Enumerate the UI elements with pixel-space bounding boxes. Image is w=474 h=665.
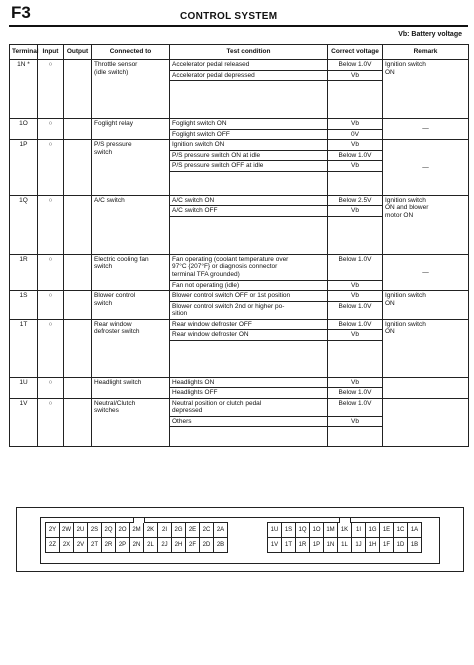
terminal-cell: 1P <box>10 140 38 196</box>
connector-pin-row <box>268 523 422 538</box>
connector-pin: 2U <box>74 523 88 538</box>
voltage-cell: Vb <box>328 206 383 217</box>
test-condition-cell: Fan operating (coolant temperature over 97°C {207°F} or diagnosis connector terminal TFA grounded) <box>170 254 328 280</box>
output-cell <box>64 60 92 119</box>
output-cell <box>64 291 92 320</box>
remark-cell <box>383 377 469 398</box>
connector-pin: 2M <box>130 523 144 538</box>
test-condition-cell: Foglight switch OFF <box>170 129 328 140</box>
table-row <box>10 140 469 151</box>
voltage-cell <box>328 171 383 195</box>
connector-pin: 2Y <box>46 523 60 538</box>
connector-pin: 2Q <box>102 523 116 538</box>
connector-key <box>133 517 145 523</box>
connected-to-cell: Foglight relay <box>92 119 170 140</box>
test-condition-cell: Rear window defroster OFF <box>170 319 328 330</box>
connected-to-cell: Blower control switch <box>92 291 170 320</box>
connector-pin: 2Z <box>46 538 60 553</box>
remark-cell: Ignition switch ON <box>383 291 469 320</box>
terminal-cell: 1S <box>10 291 38 320</box>
remark-cell: — <box>383 119 469 140</box>
col-connected-to: Connected to <box>92 45 170 60</box>
output-cell <box>64 319 92 377</box>
connector-pin: 2E <box>186 523 200 538</box>
terminal-cell: 1O <box>10 119 38 140</box>
test-condition-cell: Accelerator pedal released <box>170 60 328 71</box>
test-condition-cell: Neutral position or clutch pedal depressed <box>170 398 328 416</box>
connector-pin: 1N <box>324 538 338 553</box>
input-mark: ○ <box>38 140 64 196</box>
connected-to-cell: Headlight switch <box>92 377 170 398</box>
col-test-condition: Test condition <box>170 45 328 60</box>
connector-pin: 1V <box>268 538 282 553</box>
test-condition-cell: Blower control switch 2nd or higher po- sition <box>170 301 328 319</box>
connector-pin-row <box>46 538 228 553</box>
connector-2-block <box>45 522 228 553</box>
output-cell <box>64 398 92 447</box>
voltage-cell: Below 1.0V <box>328 60 383 71</box>
col-terminal: Terminal <box>10 45 38 60</box>
connector-pin: 2S <box>88 523 102 538</box>
output-cell <box>64 377 92 398</box>
connector-pin: 1R <box>296 538 310 553</box>
table-header-row <box>10 45 469 60</box>
connector-pin: 2I <box>158 523 172 538</box>
terminal-cell: 1N * <box>10 60 38 119</box>
table-row <box>10 195 469 206</box>
connector-pin: 1B <box>408 538 422 553</box>
table-row <box>10 398 469 416</box>
input-mark: ○ <box>38 377 64 398</box>
connector-body <box>40 517 440 564</box>
voltage-cell: Below 1.0V <box>328 254 383 280</box>
connector-pin: 1A <box>408 523 422 538</box>
test-condition-cell: Headlights OFF <box>170 388 328 399</box>
connector-pin: 1S <box>282 523 296 538</box>
connector-pin: 1G <box>366 523 380 538</box>
table-row <box>10 119 469 130</box>
voltage-cell <box>328 340 383 377</box>
test-condition-cell: Rear window defroster ON <box>170 330 328 341</box>
col-output: Output <box>64 45 92 60</box>
connected-to-cell: A/C switch <box>92 195 170 254</box>
test-condition-cell: Blower control switch OFF or 1st position <box>170 291 328 302</box>
voltage-cell: Vb <box>328 330 383 341</box>
col-remark: Remark <box>383 45 469 60</box>
input-mark: ○ <box>38 60 64 119</box>
connector-pin: 2W <box>60 523 74 538</box>
header-rule <box>9 25 468 27</box>
voltage-cell: Below 1.0V <box>328 398 383 416</box>
voltage-cell: Below 2.5V <box>328 195 383 206</box>
input-mark: ○ <box>38 119 64 140</box>
connector-pin: 2D <box>200 538 214 553</box>
section-code: F3 <box>11 3 31 22</box>
test-condition-cell: Others <box>170 416 328 427</box>
voltage-cell: Vb <box>328 140 383 151</box>
connector-pin: 1O <box>310 523 324 538</box>
terminal-cell: 1V <box>10 398 38 447</box>
connector-pin-row <box>268 538 422 553</box>
output-cell <box>64 119 92 140</box>
connector-pin: 2X <box>60 538 74 553</box>
voltage-cell <box>328 81 383 119</box>
connector-pin: 1E <box>380 523 394 538</box>
connector-pin: 1H <box>366 538 380 553</box>
voltage-cell: Vb <box>328 416 383 427</box>
connector-pin: 1D <box>394 538 408 553</box>
voltage-cell: Below 1.0V <box>328 388 383 399</box>
test-condition-cell: Ignition switch ON <box>170 140 328 151</box>
connector-pin: 2O <box>116 523 130 538</box>
remark-cell: — <box>383 140 469 196</box>
connector-1-block <box>267 522 422 553</box>
input-mark: ○ <box>38 254 64 291</box>
connector-pin: 2F <box>186 538 200 553</box>
connected-to-cell: Throttle sensor (idle switch) <box>92 60 170 119</box>
test-condition-cell <box>170 171 328 195</box>
table-row <box>10 377 469 388</box>
remark-cell <box>383 398 469 447</box>
test-condition-cell: Accelerator pedal depressed <box>170 70 328 81</box>
input-mark: ○ <box>38 291 64 320</box>
voltage-cell: Vb <box>328 291 383 302</box>
voltage-cell: Below 1.0V <box>328 319 383 330</box>
connector-pin: 2G <box>172 523 186 538</box>
connector-pin: 1I <box>352 523 366 538</box>
table-row <box>10 291 469 302</box>
voltage-cell: Below 1.0V <box>328 301 383 319</box>
connected-to-cell: Rear window defroster switch <box>92 319 170 377</box>
test-condition-cell: A/C switch ON <box>170 195 328 206</box>
test-condition-cell <box>170 216 328 254</box>
test-condition-cell: A/C switch OFF <box>170 206 328 217</box>
connected-to-cell: P/S pressure switch <box>92 140 170 196</box>
output-cell <box>64 140 92 196</box>
terminal-cell: 1U <box>10 377 38 398</box>
terminal-cell: 1T <box>10 319 38 377</box>
connector-pin: 2A <box>214 523 228 538</box>
table-row <box>10 319 469 330</box>
connector-pin-row <box>46 523 228 538</box>
connector-pin: 2R <box>102 538 116 553</box>
page-title: CONTROL SYSTEM <box>180 11 278 22</box>
input-mark: ○ <box>38 195 64 254</box>
connected-to-cell: Neutral/Clutch switches <box>92 398 170 447</box>
terminal-cell: 1Q <box>10 195 38 254</box>
remark-cell: — <box>383 254 469 291</box>
terminal-cell: 1R <box>10 254 38 291</box>
voltage-cell: Vb <box>328 161 383 172</box>
connector-pin: 2L <box>144 538 158 553</box>
test-condition-cell: P/S pressure switch OFF at idle <box>170 161 328 172</box>
output-cell <box>64 195 92 254</box>
test-condition-cell: Foglight switch ON <box>170 119 328 130</box>
remark-cell: Ignition switch ON and blower motor ON <box>383 195 469 254</box>
connector-diagram <box>16 507 464 572</box>
voltage-cell <box>328 427 383 447</box>
voltage-cell: Vb <box>328 119 383 130</box>
connector-pin: 2J <box>158 538 172 553</box>
connector-pin: 2K <box>144 523 158 538</box>
test-condition-cell <box>170 81 328 119</box>
battery-voltage-note: Vb: Battery voltage <box>398 31 462 38</box>
test-condition-cell: Headlights ON <box>170 377 328 388</box>
voltage-cell: Vb <box>328 377 383 388</box>
connector-pin: 2N <box>130 538 144 553</box>
col-correct-voltage: Correct voltage <box>328 45 383 60</box>
test-condition-cell: P/S pressure switch ON at idle <box>170 150 328 161</box>
connector-pin: 1C <box>394 523 408 538</box>
connector-pin: 1T <box>282 538 296 553</box>
input-mark: ○ <box>38 398 64 447</box>
table-row <box>10 254 469 280</box>
connector-pin: 2P <box>116 538 130 553</box>
remark-cell: Ignition switch ON <box>383 60 469 119</box>
voltage-cell: Vb <box>328 280 383 291</box>
connector-key <box>339 517 351 523</box>
input-mark: ○ <box>38 319 64 377</box>
voltage-cell: 0V <box>328 129 383 140</box>
test-condition-cell: Fan not operating (idle) <box>170 280 328 291</box>
connector-pin: 2V <box>74 538 88 553</box>
connector-pin: 2C <box>200 523 214 538</box>
voltage-cell: Vb <box>328 70 383 81</box>
connector-pin: 1L <box>338 538 352 553</box>
connector-pin: 1J <box>352 538 366 553</box>
connector-pin: 1M <box>324 523 338 538</box>
connector-pin: 1K <box>338 523 352 538</box>
output-cell <box>64 254 92 291</box>
voltage-cell <box>328 216 383 254</box>
remark-cell: Ignition switch ON <box>383 319 469 377</box>
connected-to-cell: Electric cooling fan switch <box>92 254 170 291</box>
connector-pin: 2B <box>214 538 228 553</box>
test-condition-cell <box>170 340 328 377</box>
connector-pin: 1U <box>268 523 282 538</box>
connector-pin: 2H <box>172 538 186 553</box>
connector-pin: 1F <box>380 538 394 553</box>
connector-pin: 2T <box>88 538 102 553</box>
connector-pin: 1Q <box>296 523 310 538</box>
test-condition-cell <box>170 427 328 447</box>
control-system-table <box>9 44 469 447</box>
table-row <box>10 60 469 71</box>
connector-pin: 1P <box>310 538 324 553</box>
col-input: Input <box>38 45 64 60</box>
voltage-cell: Below 1.0V <box>328 150 383 161</box>
